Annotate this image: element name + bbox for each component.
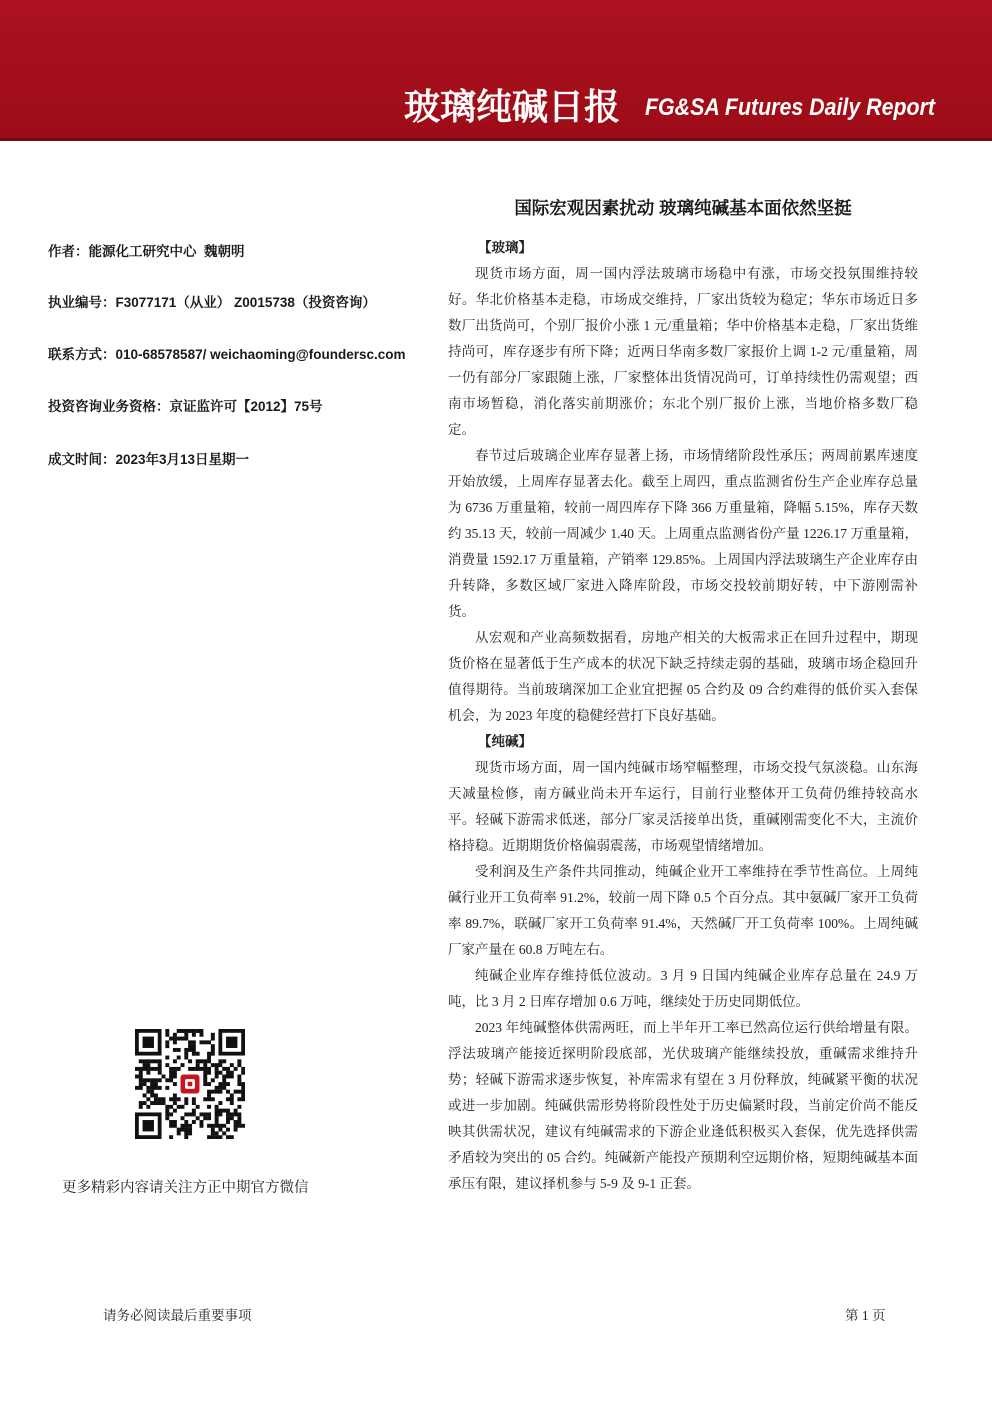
contact-line: 联系方式：010-68578587/ weichaoming@foundersc.com <box>48 347 406 362</box>
report-title: 玻璃纯碱日报 <box>404 87 621 128</box>
soda-paragraph-3: 纯碱企业库存维持低位波动。3 月 9 日国内纯碱企业库存总量在 24.9 万吨，比 3 月 2 日库存增加 0.6 万吨，继续处于历史同期低位。 <box>448 968 918 1009</box>
soda-paragraph-2: 受利润及生产条件共同推动，纯碱企业开工率维持在季节性高位。上周纯碱行业开工负荷率 91.2%，较前一周下降 0.5 个百分点。其中氨碱厂家开工负荷率 89.7%，联碱厂家开工负荷率 91.4%，天然碱厂开工负荷率 100%。上周纯碱厂家产量在 60.8 万吨左右。 <box>448 864 918 957</box>
date-line: 成文时间：2023年3月13日星期一 <box>48 452 250 467</box>
glass-paragraph-2: 春节过后玻璃企业库存显著上扬，市场情绪阶段性承压；两周前累库速度开始放缓，上周库存显著去化。截至上周四，重点监测省份生产企业库存总量为 6736 万重量箱，较前一周四库存下降 366 万重量箱，降幅 5.15%，库存天数约 35.13 天，较前一周减少 1.40 天。上周重点监测省份产量 1226.17 万重量箱，消费量 1592.17 万重量箱，产销率 129.85%。上周国内浮法玻璃生产企业库存由升转降，多数区域厂家进入降库阶段，市场交投较前期好转，中下游刚需补货。 <box>448 448 918 619</box>
glass-paragraph-3: 从宏观和产业高频数据看，房地产相关的大板需求正在回升过程中，期现货价格在显著低于生产成本的状况下缺乏持续走弱的基础，玻璃市场企稳回升值得期待。当前玻璃深加工企业宜把握 05 合约及 09 合约难得的低价买入套保机会，为 2023 年度的稳健经营打下良好基础。 <box>448 630 918 723</box>
qualification-line: 投资咨询业务资格：京证监许可【2012】75号 <box>48 399 323 414</box>
section-heading-glass: 【玻璃】 <box>478 240 532 255</box>
license-line: 执业编号：F3077171（从业） Z0015738（投资咨询） <box>48 295 376 310</box>
footer-notice: 请务必阅读最后重要事项 <box>103 1308 252 1323</box>
qr-caption: 更多精彩内容请关注方正中期官方微信 <box>62 1180 309 1196</box>
article-body <box>448 235 918 1197</box>
soda-paragraph-1: 现货市场方面，周一国内纯碱市场窄幅整理，市场交投气氛淡稳。山东海天减量检修，南方碱业尚未开车运行，目前行业整体开工负荷仍维持较高水平。轻碱下游需求低迷，部分厂家灵活接单出货，重碱刚需变化不大，主流价格持稳。近期期货价格偏弱震荡，市场观望情绪增加。 <box>448 760 918 853</box>
author-line: 作者：能源化工研究中心 魏朝明 <box>48 244 245 259</box>
article-headline: 国际宏观因素扰动 玻璃纯碱基本面依然坚挺 <box>514 198 852 218</box>
report-title-en: FG&SA Futures Daily Report <box>645 94 935 121</box>
header-band <box>0 0 992 141</box>
soda-paragraph-4: 2023 年纯碱整体供需两旺，而上半年开工率已然高位运行供给增量有限。浮法玻璃产能接近探明阶段底部，光伏玻璃产能继续投放，重碱需求维持升势；轻碱下游需求逐步恢复，补库需求有望在 3 月份释放，纯碱紧平衡的状况或进一步加剧。纯碱供需形势将阶段性处于历史偏紧时段，当前定价尚不能反映其供需状况，建议有纯碱需求的下游企业逢低积极买入套保，优先选择供需矛盾较为突出的 05 合约。纯碱新产能投产预期利空远期价格，短期纯碱基本面承压有限，建议择机参与 5-9 及 9-1 正套。 <box>448 1020 918 1191</box>
page-number: 第 1 页 <box>845 1308 886 1323</box>
qr-code <box>135 1029 245 1139</box>
glass-paragraph-1: 现货市场方面，周一国内浮法玻璃市场稳中有涨，市场交投氛围维持较好。华北价格基本走稳，市场成交维持，厂家出货较为稳定；华东市场近日多数厂出货尚可，个别厂报价小涨 1 元/重量箱；华中价格基本走稳，厂家出货维持尚可，库存逐步有所下降；近两日华南多数厂家报价上调 1-2 元/重量箱，周一仍有部分厂家跟随上涨，厂家整体出货情况尚可，订单持续性仍需观望；西南市场暂稳，消化落实前期涨价；东北个别厂报价上涨，当地价格多数厂稳定。 <box>448 266 918 437</box>
section-heading-soda-ash: 【纯碱】 <box>478 734 532 749</box>
